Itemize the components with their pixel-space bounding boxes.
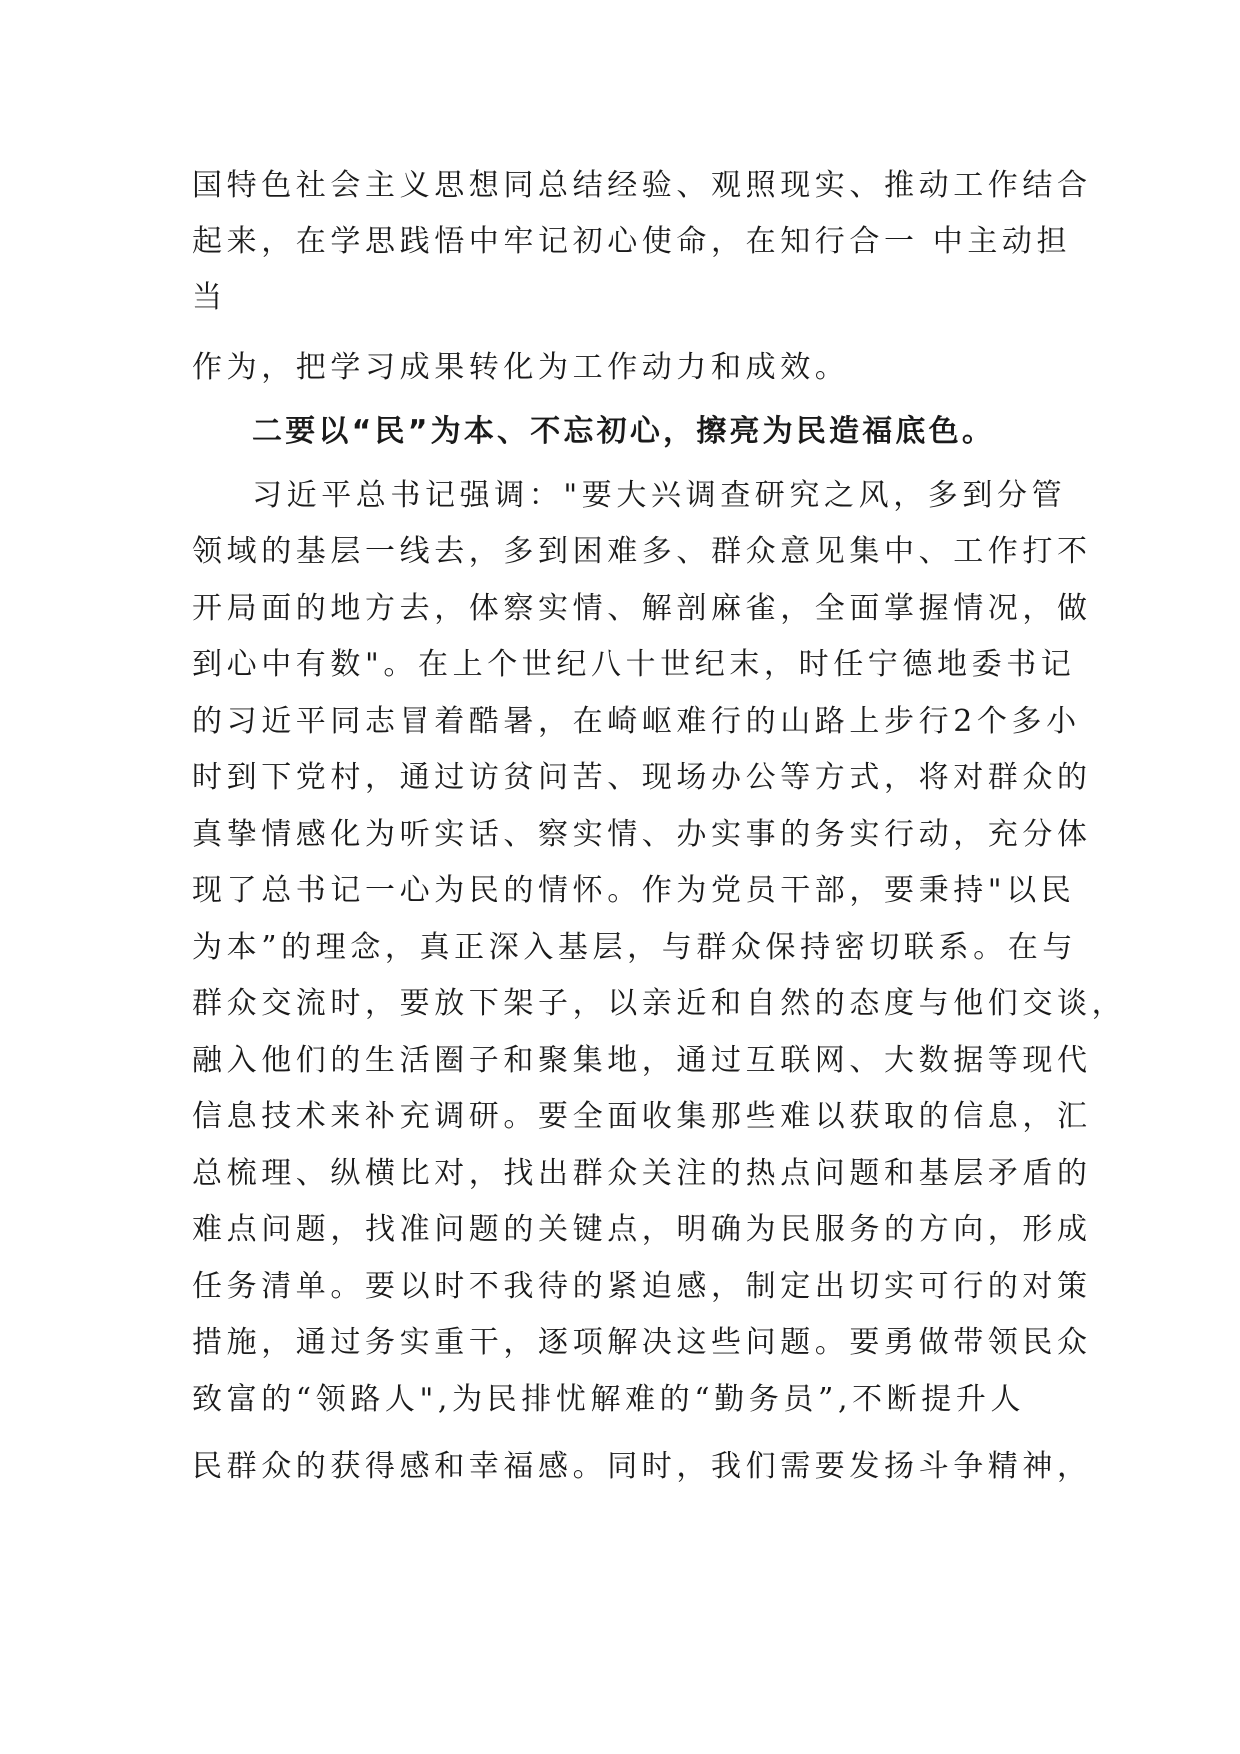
text-line: 难点问题，找准问题的关键点，明确为民服务的方向，形成 xyxy=(192,1212,1092,1247)
text-line: 信息技术来补充调研。要全面收集那些难以获取的信息，汇 xyxy=(192,1099,1092,1134)
text-line: 融入他们的生活圈子和聚集地，通过互联网、大数据等现代 xyxy=(192,1043,1092,1078)
text-line: 到心中有数"。在上个世纪八十世纪末，时任宁德地委书记 xyxy=(192,647,1076,682)
text-line: 措施，通过务实重干，逐项解决这些问题。要勇做带领民众 xyxy=(192,1325,1092,1360)
text-line: 致富的“领路人",为民排忧解难的“勤务员”,不断提升人 xyxy=(192,1382,1026,1417)
text-line: 起来，在学思践悟中牢记初心使命，在知行合一 中主动担 xyxy=(192,224,1072,259)
text-line: 的习近平同志冒着酷暑，在崎岖难行的山路上步行2个多小 xyxy=(192,704,1081,739)
text-line: 总梳理、纵横比对，找出群众关注的热点问题和基层矛盾的 xyxy=(192,1156,1092,1191)
text-line: 群众交流时，要放下架子，以亲近和自然的态度与他们交谈， xyxy=(192,986,1127,1021)
text-line: 民群众的获得感和幸福感。同时，我们需要发扬斗争精神， xyxy=(192,1449,1092,1484)
text-line: 为本”的理念，真正深入基层，与群众保持密切联系。在与 xyxy=(192,930,1077,965)
text-line: 作为，把学习成果转化为工作动力和成效。 xyxy=(192,350,850,385)
text-line: 习近平总书记强调："要大兴调查研究之风，多到分管 xyxy=(252,478,1067,513)
text-line: 现了总书记一心为民的情怀。作为党员干部，要秉持"以民 xyxy=(192,873,1076,908)
section-heading: 二要以“民”为本、不忘初心，擦亮为民造福底色。 xyxy=(252,414,996,449)
text-line: 真挚情感化为听实话、察实情、办实事的务实行动，充分体 xyxy=(192,817,1092,852)
text-line: 领域的基层一线去，多到困难多、群众意见集中、工作打不 xyxy=(192,534,1092,569)
text-line: 当 xyxy=(192,280,227,315)
text-line: 时到下党村，通过访贫问苦、现场办公等方式，将对群众的 xyxy=(192,760,1092,795)
text-line: 开局面的地方去，体察实情、解剖麻雀，全面掌握情况，做 xyxy=(192,591,1092,626)
text-line: 任务清单。要以时不我待的紧迫感，制定出切实可行的对策 xyxy=(192,1269,1092,1304)
text-line: 国特色社会主义思想同总结经验、观照现实、推动工作结合 xyxy=(192,168,1092,203)
